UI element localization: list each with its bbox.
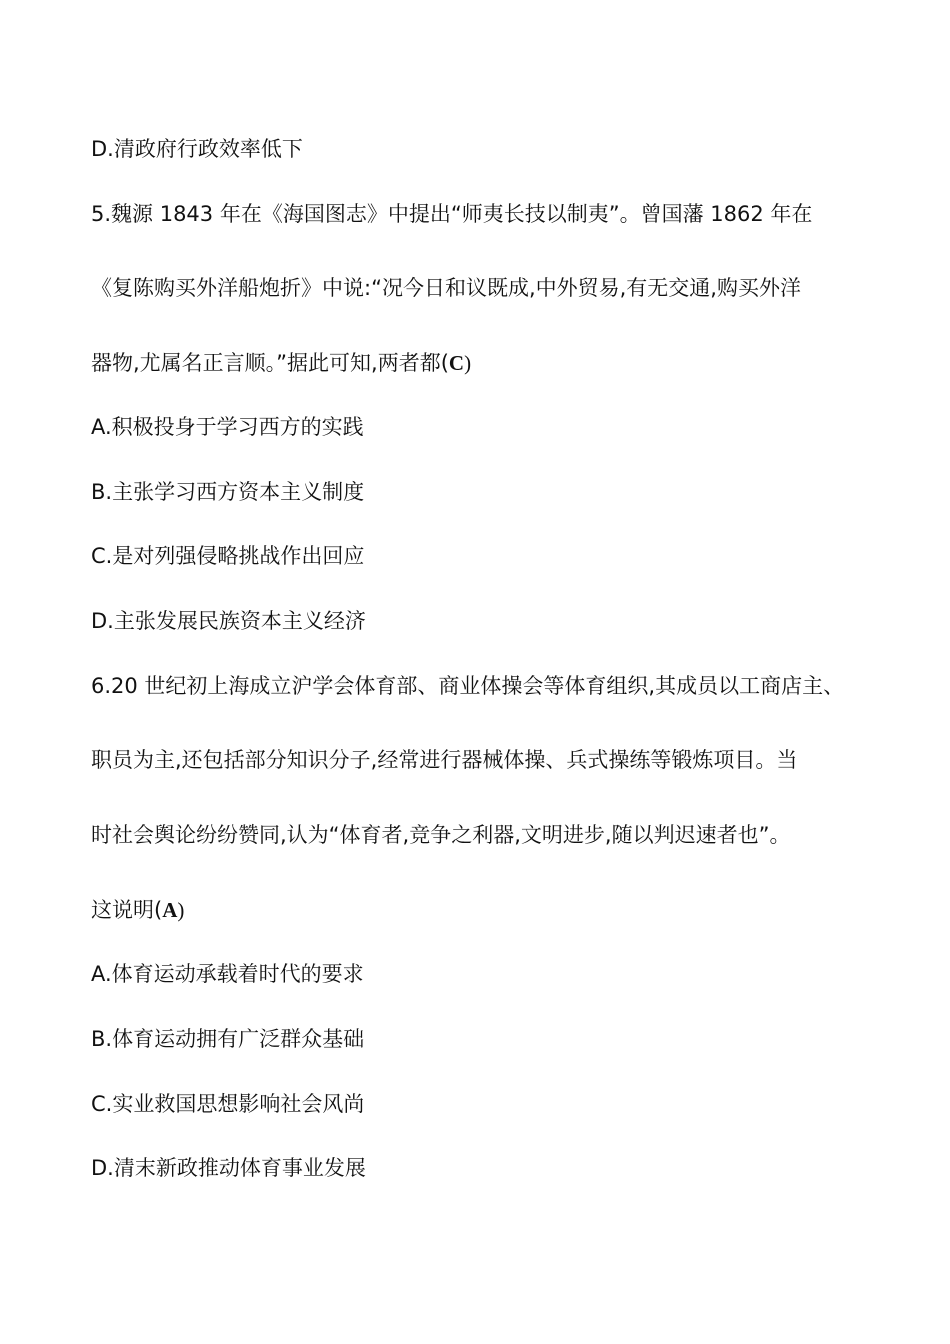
q5-option-c: C.是对列强侵略挑战作出回应 xyxy=(91,544,365,568)
prev-option-d: D.清政府行政效率低下 xyxy=(91,137,303,161)
q6-answer: A xyxy=(162,898,178,922)
q5-option-b: B.主张学习西方资本主义制度 xyxy=(91,480,365,504)
q6-option-b: B.体育运动拥有广泛群众基础 xyxy=(91,1027,365,1051)
q5-answer: C xyxy=(448,351,465,375)
q5-stem-line-3 xyxy=(91,348,471,378)
q6-stem-text: 这说明( xyxy=(91,898,163,922)
q6-stem-line-1: 6.20 世纪初上海成立沪学会体育部、商业体操会等体育组织,其成员以工商店主、 xyxy=(91,674,845,698)
q5-stem-text: 器物,尤属名正言顺。”据此可知,两者都( xyxy=(91,351,449,375)
q5-option-d: D.主张发展民族资本主义经济 xyxy=(91,609,366,633)
q5-option-a: A.积极投身于学习西方的实践 xyxy=(91,415,364,439)
q6-option-a: A.体育运动承载着时代的要求 xyxy=(91,962,364,986)
q6-option-c: C.实业救国思想影响社会风尚 xyxy=(91,1092,365,1116)
q6-close-paren: ) xyxy=(177,898,185,922)
q6-stem-line-4 xyxy=(91,895,184,925)
q5-stem-line-1: 5.魏源 1843 年在《海国图志》中提出“师夷长技以制夷”。曾国藩 1862 年在 xyxy=(91,202,813,226)
q6-stem-line-3: 时社会舆论纷纷赞同,认为“体育者,竞争之利器,文明进步,随以判迟速者也”。 xyxy=(91,823,791,847)
q6-stem-line-2: 职员为主,还包括部分知识分子,经常进行器械体操、兵式操练等锻炼项目。当 xyxy=(91,748,798,772)
q6-option-d: D.清末新政推动体育事业发展 xyxy=(91,1156,366,1180)
q5-close-paren: ) xyxy=(464,351,472,375)
q5-stem-line-2: 《复陈购买外洋船炮折》中说:“况今日和议既成,中外贸易,有无交通,购买外洋 xyxy=(91,276,801,300)
